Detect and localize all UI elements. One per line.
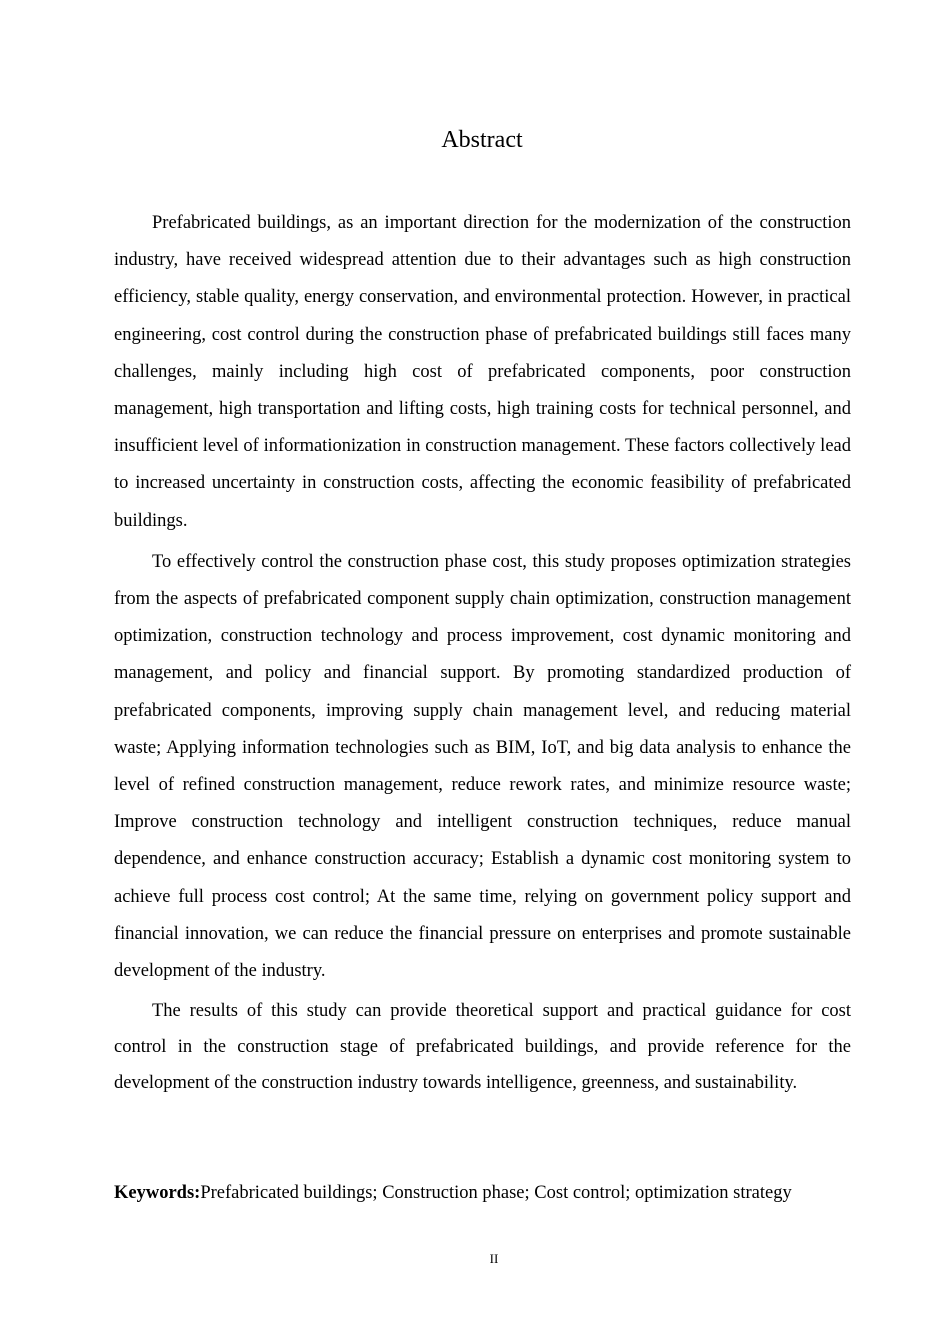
abstract-title: Abstract	[441, 127, 523, 153]
keywords-label: Keywords:	[114, 1183, 201, 1203]
abstract-paragraph-2: To effectively control the construction phase cost, this study proposes optimization strategies from the aspects of prefabricated component supply chain optimization, construction management optimization, construction technology and process improvement, cost dynamic monitoring and management, and policy and financial support. By promoting standardized production of prefabricated components, improving supply chain management level, and reducing material waste; Applying information technologies such as BIM, IoT, and big data analysis to enhance the level of refined construction management, reduce rework rates, and minimize resource waste; Improve construction technology and intelligent construction techniques, reduce manual dependence, and enhance construction accuracy; Establish a dynamic cost monitoring system to achieve full process cost control; At the same time, relying on government policy support and financial innovation, we can reduce the financial pressure on enterprises and promote sustainable development of the industry.	[114, 551, 851, 982]
keywords-text: Prefabricated buildings; Construction phase; Cost control; optimization strategy	[200, 1183, 792, 1203]
abstract-paragraph-3: The results of this study can provide theoretical support and practical guidance for cost control in the construction stage of prefabricated buildings, and provide reference for the development of the construction industry towards intelligence, greenness, and sustainability.	[114, 1001, 851, 1094]
abstract-paragraph-1: Prefabricated buildings, as an important direction for the modernization of the construction industry, have received widespread attention due to their advantages such as high construction efficiency, stable quality, energy conservation, and environmental protection. However, in practical engineering, cost control during the construction phase of prefabricated buildings still faces many challenges, mainly including high cost of prefabricated components, poor construction management, high transportation and lifting costs, high training costs for technical personnel, and insufficient level of informationization in construction management. These factors collectively lead to increased uncertainty in construction costs, affecting the economic feasibility of prefabricated buildings.	[114, 213, 851, 531]
keywords-line	[114, 1179, 851, 1207]
page-number: II	[489, 1251, 499, 1266]
abstract-body	[114, 205, 851, 1101]
